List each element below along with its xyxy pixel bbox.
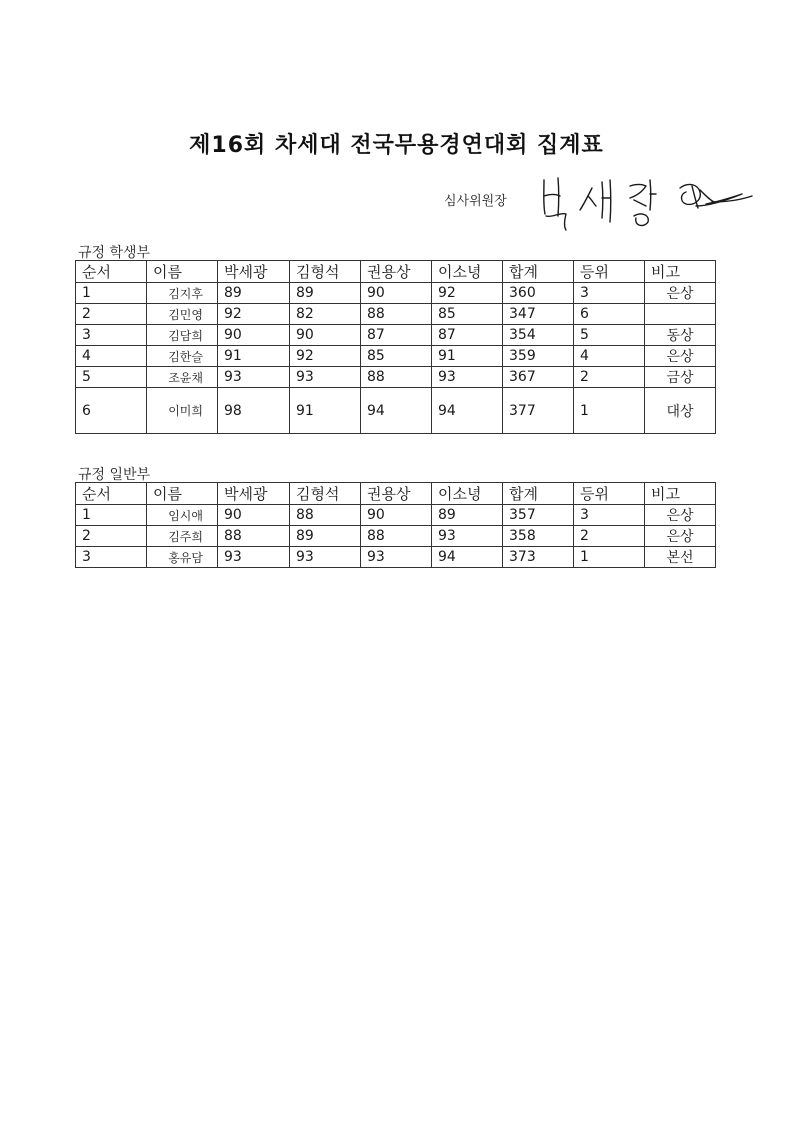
header-note: 비고 [645,483,716,505]
cell-note: 대상 [645,388,716,434]
cell-rank: 1 [574,547,645,568]
cell-score: 89 [290,283,361,304]
cell-note: 본선 [645,547,716,568]
section-label-general: 규정 일반부 [78,467,151,483]
cell-score: 88 [361,367,432,388]
cell-score: 92 [218,304,290,325]
cell-name: 김한슬 [147,346,218,367]
cell-note [645,304,716,325]
cell-score: 85 [361,346,432,367]
header-note: 비고 [645,261,716,283]
table-row [76,367,716,388]
cell-total: 367 [503,367,574,388]
cell-rank: 2 [574,367,645,388]
cell-rank: 2 [574,526,645,547]
header-judge-1: 박세광 [218,261,290,283]
judge-chair-label: 심사위원장 [444,194,507,209]
cell-total: 377 [503,388,574,434]
cell-rank: 4 [574,346,645,367]
cell-score: 94 [361,388,432,434]
cell-rank: 1 [574,388,645,434]
cell-total: 354 [503,325,574,346]
cell-total: 359 [503,346,574,367]
cell-order: 1 [76,283,147,304]
cell-order: 6 [76,388,147,434]
cell-score: 94 [432,388,503,434]
cell-order: 3 [76,547,147,568]
cell-name: 홍유담 [147,547,218,568]
cell-total: 373 [503,547,574,568]
cell-rank: 6 [574,304,645,325]
cell-note: 금상 [645,367,716,388]
table-row [76,304,716,325]
table-row [76,283,716,304]
cell-score: 89 [432,505,503,526]
header-judge-4: 이소녕 [432,261,503,283]
cell-score: 93 [290,547,361,568]
header-rank: 등위 [574,483,645,505]
header-judge-3: 권용상 [361,261,432,283]
table-header-row [76,261,716,283]
cell-score: 82 [290,304,361,325]
cell-score: 91 [432,346,503,367]
cell-note: 은상 [645,346,716,367]
cell-score: 93 [218,367,290,388]
cell-note: 동상 [645,325,716,346]
header-name: 이름 [147,483,218,505]
section-label-student: 규정 학생부 [78,245,151,261]
table-row [76,325,716,346]
cell-order: 2 [76,304,147,325]
cell-total: 358 [503,526,574,547]
handwritten-signature [530,172,760,232]
cell-total: 347 [503,304,574,325]
cell-score: 93 [432,526,503,547]
cell-order: 5 [76,367,147,388]
header-judge-4: 이소녕 [432,483,503,505]
header-total: 합계 [503,483,574,505]
cell-name: 조윤채 [147,367,218,388]
table-row [76,526,716,547]
cell-name: 김담희 [147,325,218,346]
table-row [76,547,716,568]
cell-score: 90 [290,325,361,346]
cell-score: 87 [432,325,503,346]
header-judge-3: 권용상 [361,483,432,505]
cell-score: 94 [432,547,503,568]
table-row [76,505,716,526]
cell-score: 93 [361,547,432,568]
cell-score: 87 [361,325,432,346]
table-row [76,388,716,434]
header-judge-2: 김형석 [290,483,361,505]
cell-score: 93 [290,367,361,388]
cell-total: 360 [503,283,574,304]
cell-total: 357 [503,505,574,526]
score-table-student [75,260,716,434]
header-judge-2: 김형석 [290,261,361,283]
cell-order: 3 [76,325,147,346]
cell-score: 90 [361,283,432,304]
header-rank: 등위 [574,261,645,283]
cell-score: 88 [218,526,290,547]
cell-score: 88 [290,505,361,526]
cell-score: 89 [218,283,290,304]
cell-score: 91 [218,346,290,367]
cell-score: 93 [218,547,290,568]
score-table-general [75,482,716,568]
cell-score: 92 [432,283,503,304]
header-name: 이름 [147,261,218,283]
cell-name: 김주희 [147,526,218,547]
cell-rank: 5 [574,325,645,346]
cell-score: 93 [432,367,503,388]
header-order: 순서 [76,261,147,283]
cell-note: 은상 [645,526,716,547]
cell-rank: 3 [574,283,645,304]
header-order: 순서 [76,483,147,505]
cell-score: 98 [218,388,290,434]
cell-score: 92 [290,346,361,367]
cell-score: 89 [290,526,361,547]
header-total: 합계 [503,261,574,283]
cell-score: 91 [290,388,361,434]
table-row [76,346,716,367]
page-title: 제16회 차세대 전국무용경연대회 집계표 [189,133,604,158]
cell-score: 90 [218,325,290,346]
header-judge-1: 박세광 [218,483,290,505]
cell-name: 김지후 [147,283,218,304]
cell-score: 88 [361,526,432,547]
cell-order: 4 [76,346,147,367]
cell-order: 2 [76,526,147,547]
cell-score: 88 [361,304,432,325]
cell-name: 이미희 [147,388,218,434]
cell-note: 은상 [645,283,716,304]
cell-order: 1 [76,505,147,526]
cell-name: 임시애 [147,505,218,526]
cell-note: 은상 [645,505,716,526]
cell-rank: 3 [574,505,645,526]
cell-score: 85 [432,304,503,325]
table-header-row [76,483,716,505]
cell-score: 90 [361,505,432,526]
cell-score: 90 [218,505,290,526]
cell-name: 김민영 [147,304,218,325]
